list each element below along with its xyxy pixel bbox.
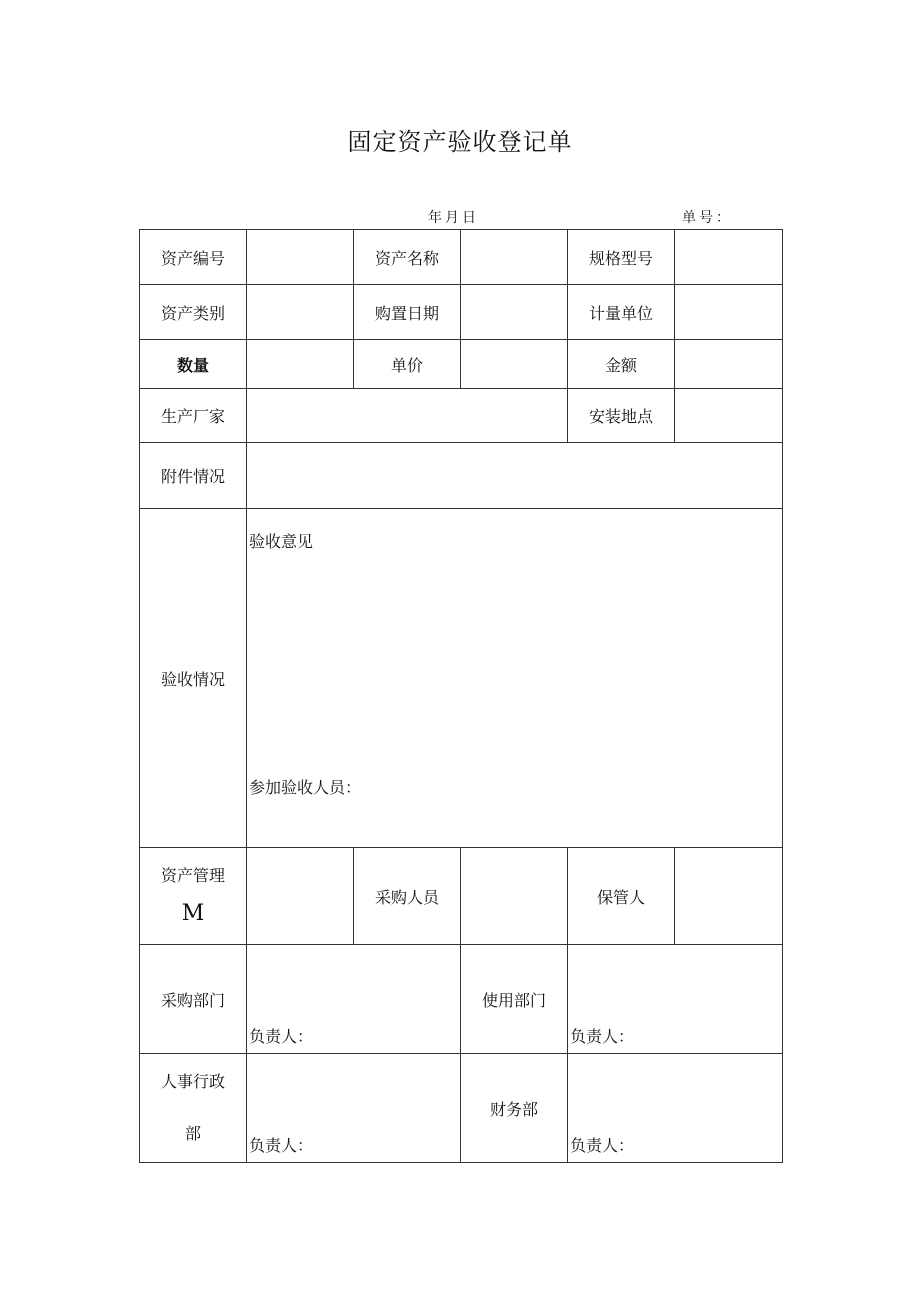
label-purchase-date: 购置日期	[354, 285, 461, 340]
field-spec-model[interactable]	[675, 230, 783, 285]
field-keeper[interactable]	[675, 848, 783, 945]
field-asset-name[interactable]	[461, 230, 568, 285]
table-row	[140, 848, 783, 945]
label-unit-price: 单价	[354, 340, 461, 389]
field-finance-dept[interactable]	[568, 1054, 783, 1163]
label-manufacturer: 生产厂家	[140, 389, 247, 443]
participants-label: 参加验收人员：	[249, 778, 362, 797]
field-install-location[interactable]	[675, 389, 783, 443]
label-hr-admin-dept	[140, 1054, 247, 1163]
label-using-dept: 使用部门	[461, 945, 568, 1054]
table-row	[140, 945, 783, 1054]
label-asset-manager	[140, 848, 247, 945]
field-unit-price[interactable]	[461, 340, 568, 389]
label-purchasing-dept: 采购部门	[140, 945, 247, 1054]
acceptance-opinion-label: 验收意见	[249, 532, 314, 551]
label-asset-code: 资产编号	[140, 230, 247, 285]
label-spec-model: 规格型号	[568, 230, 675, 285]
field-amount[interactable]	[675, 340, 783, 389]
table-row	[140, 340, 783, 389]
field-asset-category[interactable]	[247, 285, 354, 340]
label-quantity: 数量	[140, 340, 247, 389]
field-purchase-date[interactable]	[461, 285, 568, 340]
label-unit: 计量单位	[568, 285, 675, 340]
table-row	[140, 443, 783, 509]
form-title: 固定资产验收登记单	[347, 128, 573, 156]
hr-admin-line1: 人事行政	[160, 1072, 225, 1091]
table-row	[140, 285, 783, 340]
table-row	[140, 230, 783, 285]
asset-manager-line2: M	[181, 901, 205, 926]
using-dept-responsible: 负责人：	[570, 1027, 635, 1046]
field-asset-manager[interactable]	[247, 848, 354, 945]
field-unit[interactable]	[675, 285, 783, 340]
field-hr-admin-dept[interactable]	[247, 1054, 461, 1163]
label-amount: 金额	[568, 340, 675, 389]
label-acceptance: 验收情况	[140, 509, 247, 848]
field-using-dept[interactable]	[568, 945, 783, 1054]
hr-admin-line2: 部	[184, 1124, 201, 1143]
label-attachments: 附件情况	[140, 443, 247, 509]
label-install-location: 安装地点	[568, 389, 675, 443]
field-acceptance[interactable]	[247, 509, 783, 848]
label-asset-name: 资产名称	[354, 230, 461, 285]
field-manufacturer[interactable]	[247, 389, 568, 443]
field-attachments[interactable]	[247, 443, 783, 509]
table-row	[140, 1054, 783, 1163]
table-row	[140, 389, 783, 443]
purchasing-dept-responsible: 负责人：	[249, 1027, 314, 1046]
number-label: 单号：	[682, 210, 733, 226]
field-purchasing-dept[interactable]	[247, 945, 461, 1054]
table-row	[140, 509, 783, 848]
field-asset-code[interactable]	[247, 230, 354, 285]
date-label: 年月日	[428, 210, 479, 226]
field-purchaser[interactable]	[461, 848, 568, 945]
acceptance-form-table	[139, 229, 783, 1163]
hr-admin-responsible: 负责人：	[249, 1136, 314, 1155]
label-asset-category: 资产类别	[140, 285, 247, 340]
field-quantity[interactable]	[247, 340, 354, 389]
finance-responsible: 负责人：	[570, 1136, 635, 1155]
asset-manager-line1: 资产管理	[160, 866, 225, 885]
label-finance-dept: 财务部	[461, 1054, 568, 1163]
label-purchaser: 采购人员	[354, 848, 461, 945]
label-keeper: 保管人	[568, 848, 675, 945]
